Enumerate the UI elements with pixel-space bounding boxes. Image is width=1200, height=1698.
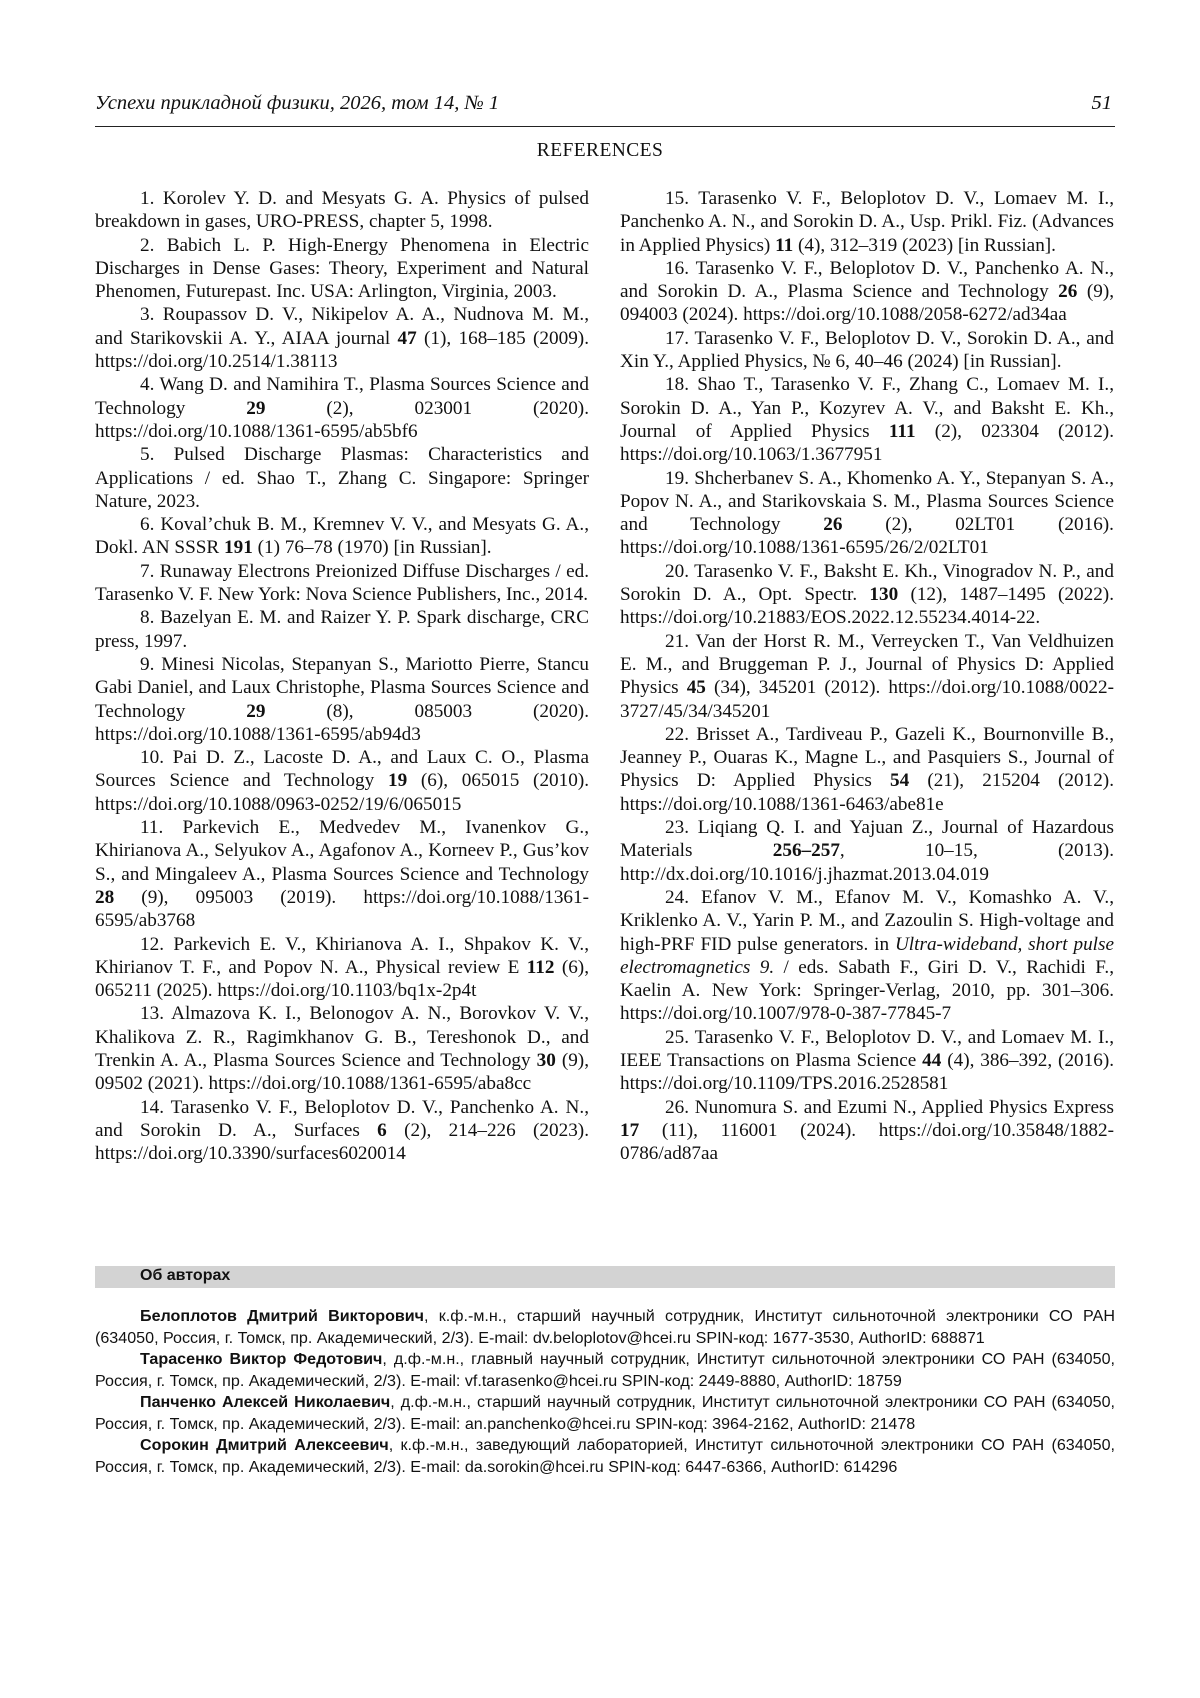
volume-number: 45 <box>686 677 706 699</box>
volume-number: 130 <box>869 584 899 606</box>
reference-text: (6), 065015 (2010). https://doi.org/10.1088/0963-0252/19/6/065015 <box>95 770 590 815</box>
reference-text: 17. Tarasenko V. F., Beloplotov D. V., Sorokin D. A., and Xin Y., Applied Physics, № 6, 40–46 (2024) [in Russian]. <box>620 327 1114 373</box>
reference-item <box>620 1026 1114 1096</box>
reference-item <box>95 513 589 560</box>
reference-text: 14. Tarasenko V. F., Beloplotov D. V., Panchenko A. N., and Sorokin D. A., Surfaces <box>95 1096 589 1141</box>
volume-number: 44 <box>922 1049 942 1071</box>
reference-text: (4), 386–392, (2016). https://doi.org/10.1109/TPS.2016.2528581 <box>620 1049 1115 1095</box>
author-entry <box>95 1435 1115 1478</box>
author-details: , д.ф.-м.н., главный научный сотрудник, Институт сильноточной электроники СО РАН (634050, Россия, г. Томск, пр. Академический, 2/3). E-mail: vf.tarasenko@hcei.ru SPIN-код: 2449-8880, AuthorID: 18759 <box>95 1350 1115 1390</box>
reference-text: (2), 023304 (2012). https://doi.org/10.1063/1.3677951 <box>620 420 1114 466</box>
authors-list <box>95 1306 1115 1478</box>
reference-text: 25. Tarasenko V. F., Beloplotov D. V., and Lomaev M. I., IEEE Transactions on Plasma Science <box>620 1026 1114 1071</box>
volume-number: 6 <box>377 1119 387 1141</box>
reference-text: 26. Nunomura S. and Ezumi N., Applied Physics Express <box>665 1096 1114 1118</box>
reference-item <box>620 467 1114 560</box>
reference-text: 2. Babich L. P. High-Energy Phenomena in Electric Discharges in Dense Gases: Theory, Experiment and Natural Phenomen, Futurepast. Inc. USA: Arlington, Virginia, 2003. <box>95 234 589 303</box>
reference-text: (9), 095003 (2019). https://doi.org/10.1088/1361-6595/ab3768 <box>95 886 589 932</box>
volume-number: 54 <box>889 770 910 792</box>
reference-text: (21), 215204 (2012). https://doi.org/10.1088/1361-6463/abe81e <box>620 770 1114 815</box>
reference-item <box>620 816 1114 886</box>
author-entry <box>95 1349 1115 1392</box>
reference-text: (2), 214–226 (2023). https://doi.org/10.3390/surfaces6020014 <box>95 1119 589 1165</box>
reference-text: (11), 116001 (2024). https://doi.org/10.35848/1882-0786/ad87aa <box>620 1119 1114 1165</box>
reference-item <box>95 933 589 1003</box>
reference-text: 1. Korolev Y. D. and Mesyats G. A. Physics of pulsed breakdown in gases, URO-PRESS, chapter 5, 1998. <box>95 188 589 233</box>
reference-text: (8), 085003 (2020). https://doi.org/10.1088/1361-6595/ab94d3 <box>95 700 589 745</box>
reference-item <box>620 1096 1114 1166</box>
reference-text: 9. Minesi Nicolas, Stepanyan S., Mariotto Pierre, Stancu Gabi Daniel, and Laux Christophe, Plasma Sources Science and Technology <box>95 653 589 722</box>
reference-text: 21. Van der Horst R. M., Verreycken T., Van Veldhuizen E. M., and Bruggeman P. J., Journal of Physics D: Applied Physics <box>620 630 1114 699</box>
author-entry <box>95 1306 1115 1349</box>
volume-number: 28 <box>95 886 115 908</box>
volume-number: 19 <box>387 770 408 792</box>
reference-item <box>95 443 589 513</box>
italic-title: Ultra-wideband, short pulse electromagnetics 9. <box>620 933 1114 978</box>
volume-number: 256–257 <box>772 840 840 862</box>
reference-item <box>95 373 589 443</box>
authors-section-bar <box>95 1266 1115 1288</box>
page-number: 51 <box>1091 92 1112 114</box>
reference-text: (1), 168–185 (2009). https://doi.org/10.2514/1.38113 <box>95 327 589 373</box>
author-details: , д.ф.-м.н., старший научный сотрудник, Институт сильноточной электроники СО РАН (634050, Россия, г. Томск, пр. Академический, 2/3). E-mail: an.panchenko@hcei.ru SPIN-код: 3964-2162, AuthorID: 21478 <box>95 1393 1115 1433</box>
journal-title: Успехи прикладной физики, 2026, том 14, № 1 <box>95 92 500 114</box>
volume-number: 111 <box>888 420 916 442</box>
reference-text: 24. Efanov V. M., Efanov M. V., Komashko A. V., Kriklenko A. V., Yarin P. M., and Zazoulin S. High-voltage and high-PRF FID pulse generators. in <box>620 886 1114 955</box>
reference-text: 11. Parkevich E., Medvedev M., Ivanenkov G., Khirianova A., Selyukov A., Agafonov A., Korneev P., Gus’kov S., and Mingaleev A., Plasma Sources Science and Technology <box>95 817 589 885</box>
reference-item <box>620 560 1114 630</box>
reference-text: 5. Pulsed Discharge Plasmas: Characteristics and Applications / ed. Shao T., Zhang C. Singapore: Springer Nature, 2023. <box>95 444 589 512</box>
reference-text: 23. Liqiang Q. I. and Yajuan Z., Journal of Hazardous Materials <box>620 817 1114 862</box>
author-details: , к.ф.-м.н., старший научный сотрудник, Институт сильноточной электроники СО РАН (634050, Россия, г. Томск, пр. Академический, 2/3). E-mail: dv.beloplotov@hcei.ru SPIN-код: 1677-3530, AuthorID: 688871 <box>95 1307 1115 1347</box>
volume-number: 112 <box>526 956 555 978</box>
reference-item <box>620 886 1114 1026</box>
volume-number: 29 <box>246 397 266 419</box>
author-name: Сорокин Дмитрий Алексеевич <box>140 1436 389 1454</box>
volume-number: 29 <box>246 700 266 722</box>
reference-text: (1) 76–78 (1970) [in Russian]. <box>252 537 492 559</box>
author-details: , к.ф.-м.н., заведующий лабораторией, Институт сильноточной электроники СО РАН (634050, Россия, г. Томск, пр. Академический, 2/3). E-mail: da.sorokin@hcei.ru SPIN-код: 6447-6366, AuthorID: 614296 <box>95 1436 1115 1476</box>
running-header <box>95 92 1115 127</box>
author-name: Панченко Алексей Николаевич <box>140 1393 391 1411</box>
volume-number: 47 <box>397 327 417 349</box>
reference-text: 12. Parkevich E. V., Khirianova A. I., Shpakov K. V., Khirianov T. F., and Popov N. A., Physical review E <box>95 933 589 978</box>
reference-item <box>95 560 589 607</box>
volume-number: 17 <box>620 1119 640 1141</box>
reference-item <box>95 746 589 816</box>
reference-text: (9), 094003 (2024). https://doi.org/10.1088/2058-6272/ad34aa <box>620 281 1114 326</box>
reference-text: 20. Tarasenko V. F., Baksht E. Kh., Vinogradov N. P., and Sorokin D. A., Opt. Spectr. <box>620 560 1114 606</box>
reference-text: , 10–15, (2013). http://dx.doi.org/10.1016/j.jhazmat.2013.04.019 <box>620 840 1114 885</box>
reference-item <box>95 653 589 746</box>
reference-text: 22. Brisset A., Tardiveau P., Gazeli K., Bournonville B., Jeanney P., Ouaras K., Magne L., and Pasquiers S., Journal of Physics D: Applied Physics <box>620 723 1114 792</box>
reference-item <box>95 1002 589 1095</box>
reference-text: 13. Almazova K. I., Belonogov A. N., Borovkov V. V., Khalikova Z. R., Ragimkhanov G. B., Tereshonok D., and Trenkin A. A., Plasma Sources Science and Technology <box>95 1003 589 1071</box>
reference-item <box>95 303 589 373</box>
reference-text: 7. Runaway Electrons Preionized Diffuse Discharges / ed. Tarasenko V. F. New York: Nova Science Publishers, Inc., 2014. <box>95 560 589 606</box>
reference-text: (12), 1487–1495 (2022). https://doi.org/10.21883/EOS.2022.12.55234.4014-22. <box>620 584 1114 629</box>
references-heading: REFERENCES <box>536 140 664 161</box>
reference-item <box>95 606 589 653</box>
reference-item <box>95 1096 589 1166</box>
reference-text: 16. Tarasenko V. F., Beloplotov D. V., Panchenko A. N., and Sorokin D. A., Plasma Science and Technology <box>620 257 1114 303</box>
reference-item <box>95 234 589 304</box>
reference-item <box>620 257 1114 327</box>
reference-text: 15. Tarasenko V. F., Beloplotov D. V., Lomaev M. I., Panchenko A. N., and Sorokin D. A., Usp. Prikl. Fiz. (Advances in Applied Physics) <box>620 188 1114 256</box>
volume-number: 26 <box>823 514 843 536</box>
volume-number: 30 <box>536 1049 556 1071</box>
reference-text: 6. Koval’chuk B. M., Kremnev V. V., and Mesyats G. A., Dokl. AN SSSR <box>95 514 589 559</box>
reference-text: (2), 023001 (2020). https://doi.org/10.1088/1361-6595/ab5bf6 <box>95 397 589 442</box>
author-entry <box>95 1392 1115 1435</box>
reference-text: (6), 065211 (2025). https://doi.org/10.1103/bq1x-2p4t <box>95 956 589 1002</box>
reference-text: (9), 09502 (2021). https://doi.org/10.1088/1361-6595/aba8cc <box>95 1049 589 1095</box>
reference-item <box>95 187 589 234</box>
reference-text: (2), 02LT01 (2016). https://doi.org/10.1088/1361-6595/26/2/02LT01 <box>620 514 1114 559</box>
reference-text: 18. Shao T., Tarasenko V. F., Zhang C., Lomaev M. I., Sorokin D. A., Yan P., Kozyrev A. V., and Baksht E. Kh., Journal of Applied Physics <box>620 374 1114 442</box>
author-name: Белоплотов Дмитрий Викторович <box>140 1307 425 1325</box>
reference-text: 19. Shcherbanev S. A., Khomenko A. Y., Stepanyan S. A., Popov N. A., and Starikovskaia S. M., Plasma Sources Science and Technology <box>620 467 1114 536</box>
reference-text: 8. Bazelyan E. M. and Raizer Y. P. Spark discharge, CRC press, 1997. <box>95 607 589 652</box>
reference-item <box>620 187 1114 257</box>
references-left-column <box>95 187 589 1165</box>
reference-item <box>620 723 1114 816</box>
reference-item <box>620 327 1114 374</box>
volume-number: 11 <box>775 234 794 256</box>
authors-heading: Об авторах <box>140 1267 231 1284</box>
references-right-column <box>620 187 1114 1165</box>
reference-text: (34), 345201 (2012). https://doi.org/10.1088/0022-3727/45/34/345201 <box>620 677 1115 722</box>
volume-number: 26 <box>1058 281 1078 303</box>
reference-text: / eds. Sabath F., Giri D. V., Rachidi F., Kaelin A. New York: Springer-Verlag, 2010, pp. 301–306. https://doi.org/10.1007/978-0-387-77845-7 <box>620 956 1114 1025</box>
reference-text: (4), 312–319 (2023) [in Russian]. <box>793 234 1056 256</box>
reference-item <box>620 373 1114 466</box>
reference-text: 10. Pai D. Z., Lacoste D. A., and Laux C. O., Plasma Sources Science and Technology <box>95 747 589 792</box>
reference-text: 3. Roupassov D. V., Nikipelov A. A., Nudnova M. M., and Starikovskii A. Y., AIAA journal <box>95 304 589 349</box>
reference-text: 4. Wang D. and Namihira T., Plasma Sources Science and Technology <box>95 374 589 419</box>
reference-item <box>95 816 589 932</box>
reference-item <box>620 630 1114 723</box>
author-name: Тарасенко Виктор Федотович <box>140 1350 383 1368</box>
volume-number: 191 <box>224 537 253 559</box>
